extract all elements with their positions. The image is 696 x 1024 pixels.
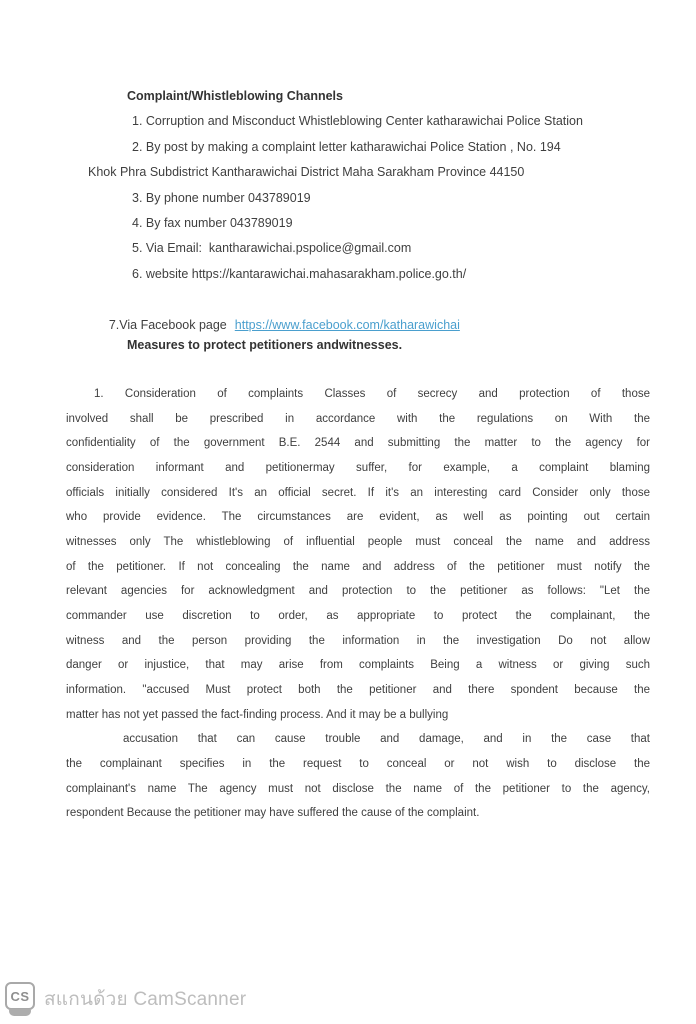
channel-item-website: 6. website https://kantarawichai.mahasarakham.police.go.th/ xyxy=(132,266,467,281)
channel-item-corruption-center: 1. Corruption and Misconduct Whistleblowing Center katharawichai Police Station xyxy=(132,114,583,129)
paragraph-line: who provide evidence. The circumstances are evident, as well as pointing out certain xyxy=(66,511,650,524)
camscanner-logo-icon xyxy=(5,982,35,1016)
facebook-item-prefix: 7.Via Facebook page xyxy=(108,317,227,332)
paragraph-line: information. "accused Must protect both the petitioner and there spondent because the xyxy=(66,683,650,696)
paragraph-line: relevant agencies for acknowledgment and protection to the petitioner as follows: "Let the xyxy=(66,585,650,598)
paragraph-line: confidentiality of the government B.E. 2544 and submitting the matter to the agency for xyxy=(66,437,650,450)
paragraph-line: 1. Consideration of complaints Classes of secrecy and protection of those xyxy=(94,388,650,400)
channel-item-email: 5. Via Email: kantharawichai.pspolice@gmail.com xyxy=(132,241,412,256)
channel-item-post-continuation: Khok Phra Subdistrict Kantharawichai District Maha Sarakham Province 44150 xyxy=(88,165,525,180)
paragraph-line: accusation that can cause trouble and damage, and in the case that xyxy=(123,733,650,746)
cs-badge-base xyxy=(9,1009,31,1016)
camscanner-watermark xyxy=(5,982,246,1016)
body-paragraph xyxy=(66,382,650,727)
paragraph-line: respondent Because the petitioner may have suffered the cause of the complaint. xyxy=(66,807,480,820)
paragraph-line: of the petitioner. If not concealing the name and address of the petitioner must notify the xyxy=(66,560,650,573)
paragraph-line: officials initially considered It's an official secret. If it's an interesting card Consider only those xyxy=(66,486,650,499)
body-paragraph xyxy=(66,727,650,826)
measures-heading: Measures to protect petitioners andwitnesses. xyxy=(127,338,403,352)
paragraph-line: complainant's name The agency must not disclose the name of the petitioner to the agency, xyxy=(66,782,650,795)
paragraph-line: witness and the person providing the information in the investigation Do not allow xyxy=(66,634,650,647)
paragraph-line: danger or injustice, that may arise from complaints Being a witness or giving such xyxy=(66,659,650,672)
paragraph-line: the complainant specifies in the request to conceal or not wish to disclose the xyxy=(66,757,650,770)
body-text xyxy=(66,382,650,826)
channel-item-fax: 4. By fax number 043789019 xyxy=(132,216,293,231)
paragraph-line: witnesses only The whistleblowing of influential people must conceal the name and address xyxy=(66,535,650,548)
paragraph-line: involved shall be prescribed in accordance with the regulations on With the xyxy=(66,412,650,425)
channels-heading: Complaint/Whistleblowing Channels xyxy=(127,89,343,103)
channels-section xyxy=(88,84,650,363)
paragraph-line: consideration informant and petitionermay suffer, for example, a complaint blaming xyxy=(66,461,650,474)
channel-item-post: 2. By post by making a complaint letter katharawichai Police Station , No. 194 xyxy=(132,139,561,154)
channel-item-phone: 3. By phone number 043789019 xyxy=(132,190,311,205)
camscanner-text: สแกนด้วย CamScanner xyxy=(44,989,247,1010)
paragraph-line: matter has not yet passed the fact-finding process. And it may be a bullying xyxy=(66,708,449,721)
facebook-link[interactable]: https://www.facebook.com/katharawichai xyxy=(234,317,460,332)
cs-badge: CS xyxy=(5,982,35,1010)
paragraph-line: commander use discretion to order, as appropriate to protect the complainant, the xyxy=(66,609,650,622)
